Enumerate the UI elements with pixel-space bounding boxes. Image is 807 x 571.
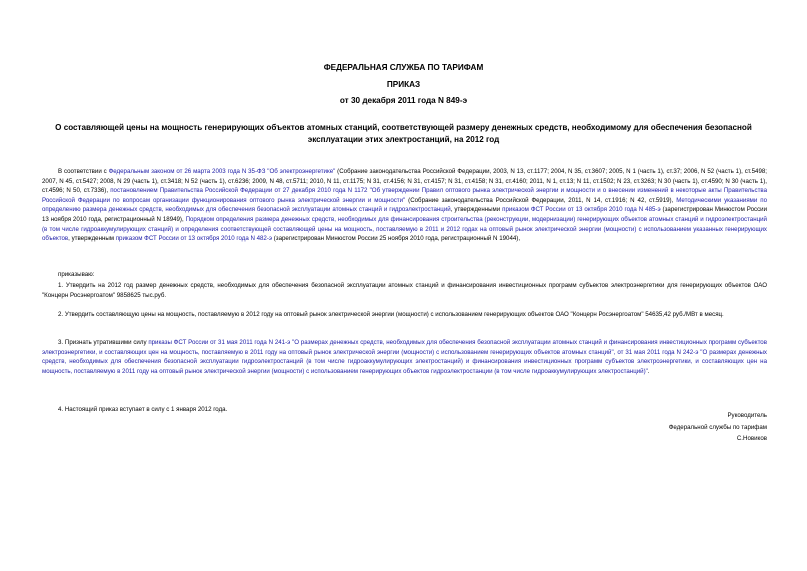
clause-3-text: . [647,367,650,375]
clause-3-text: 3. Признать утратившими силу [58,339,149,346]
clause-2 [42,310,767,320]
preamble-text: (Собрание законодательства Российской Федерации, 2011, N 14, ст.1916; N 42, ст.5919), [405,196,677,204]
clause-1 [42,281,767,300]
link-federal-law[interactable]: Федеральным законом от 26 марта 2003 года N 35-ФЗ "Об электроэнергетике" [108,168,336,175]
link-government-decree[interactable]: постановлением Правительства Российской Федерации от 27 декабря 2010 года N 1172 "Об утверждении Правил оптового рынка электрической энергии и мощности и о внесении изменений в некоторые акты Правительства Российской Федерации по вопросам организации функционирования оптового рынка электрической энергии и мощности" [42,187,767,204]
link-methodical-instructions[interactable]: Методическими указаниями по определению размера денежных средств, необходимых для обеспечения безопасной эксплуатации атомных станций и гидроэлектростанций [42,196,767,214]
clause-3 [42,338,767,376]
preamble-paragraph [42,167,767,244]
signature-name: С.Новиков [736,435,767,442]
preamble-text: (Собрание законодательства Российской Федерации, 2003, N 13, ст.1177; 2004, N 35, ст.3607; 2005, N 1 (часть 1), ст.37; 2006, N 52 (часть 1), ст.5498; 2007, N 45, ст.5427; 2008, N 29 (часть 1), ст.3418; N 52 (часть 1), ст.6236; 2009, N 48, ст.5711; 2010, N 11, ст.1175; N 31, ст.4156; N 31, ст.4157; N 31, ст.4158; N 31, ст.4160; 2011, N 1, ст.13; N 11, ст.1502; N 23, ст.3263; N 30 (часть 1), ст.4590; N 30 (часть 1), ст.4596; N 50, ст.7336), [42,168,767,195]
preamble-text: , утвержденными [450,206,503,214]
preamble-text: (зарегистрирован Минюстом России 25 ноября 2010 года, регистрационный N 19044), [272,235,521,243]
signature-agency: Федеральной службы по тарифам [668,423,767,431]
document-title: О составляющей цены на мощность генерирующих объектов атомных станций, соответствующей размеру денежных средств, необходимому для обеспечения безопасной эксплуатации этих электростанций, на 2012 год [55,123,752,144]
signature-block [567,410,767,445]
prikazyvayu-label: приказываю: [58,271,95,278]
link-repealed-orders[interactable]: приказы ФСТ России от 31 мая 2011 года N 241-э "О размерах денежных средств, необходимых для обеспечения безопасной эксплуатации атомных станций и финансирования инвестиционных программ субъектов электроэнергетики, и составляющих цен на мощность, поставляемую в 2011 году на оптовый рынок электрической энергии (мощности) с использованием генерирующих объектов атомных станций", от 31 мая 2011 года N 242-э "О размерах денежных средств, необходимых для обеспечения безопасной эксплуатации гидроэлектростанций (в том числе гидроаккумулирующих электростанций) и финансирования инвестиционных программ субъектов электроэнергетики, и составляющих цен на мощность, поставляемую в 2011 году на оптовый рынок электрической энергии (мощности) с использованием генерирующих объектов гидроэлектростанции (в том числе гидроаккумулирующих электростанций)" [42,339,767,375]
link-order-482[interactable]: приказом ФСТ России от 13 октября 2010 года N 482-э [115,235,273,243]
clause-1-text: 1. Утвердить на 2012 год размер денежных средств, необходимых для обеспечения безопасной эксплуатации атомных станций и финансирования инвестиционных программ субъектов электроэнергетики для генерирующих объектов ОАО "Концерн Росэнергоатом" 9858625 тыс.руб. [42,282,767,299]
clause-2-text: 2. Утвердить составляющую цены на мощность, поставляемую в 2012 году на оптовый рынок электрической энергии (мощности) с использованием генерирующих объектов ОАО "Концерн Росэнергоатом" 54635,42 руб./МВт в месяц. [58,311,724,318]
preamble-text: (зарегистрирован Минюстом России 13 ноября 2010 года, регистрационный N 18949), [42,206,767,223]
doc-type-heading: ПРИКАЗ [386,80,421,89]
agency-heading: ФЕДЕРАЛЬНАЯ СЛУЖБА ПО ТАРИФАМ [323,63,484,72]
preamble-text: В соответствии с [58,168,109,175]
clause-4-text: 4. Настоящий приказ вступает в силу с 1 января 2012 года. [58,406,228,413]
date-number-heading: от 30 декабря 2011 года N 849-э [339,96,468,105]
preamble-text: , утвержденным [68,235,116,243]
link-procedure[interactable]: Порядком определения размера денежных средств, необходимых для финансирования строительства (реконструкции, модернизации) генерирующих объектов атомных станций и гидроэлектростанций (в том числе гидроаккумулирующих станций) и определения соответствующей составляющей цены на мощность, поставляемую в 2011 и 2012 годах на оптовый рынок электрической энергии (мощности) с использованием указанных генерирующих объектов [42,215,767,243]
signature-position: Руководитель [727,412,767,419]
link-order-485[interactable]: приказом ФСТ России от 13 октября 2010 года N 485-э [502,206,661,214]
